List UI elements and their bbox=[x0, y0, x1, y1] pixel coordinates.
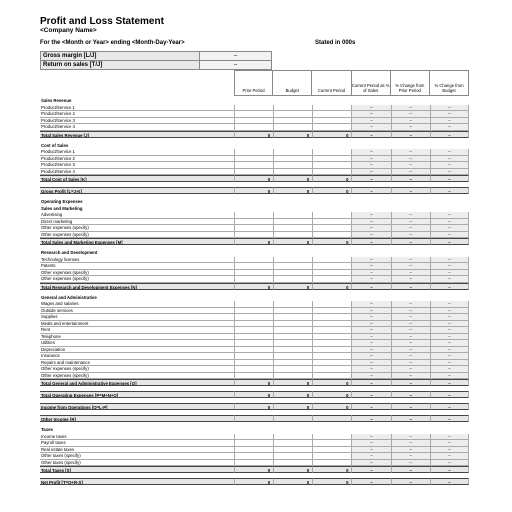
stated-units: Stated in 000s bbox=[315, 40, 356, 46]
summary-row bbox=[41, 52, 272, 61]
value-cell: – bbox=[351, 219, 390, 226]
value-cell: – bbox=[430, 453, 469, 460]
value-cell: – bbox=[391, 434, 430, 441]
value-cell: – bbox=[391, 460, 430, 467]
row-label[interactable]: Technology licenses bbox=[40, 257, 234, 264]
row-label: Total Research and Development Expenses [N] bbox=[40, 283, 234, 290]
row-label[interactable]: Telephone bbox=[40, 334, 234, 341]
summary-label: Return on sales [T/J] bbox=[41, 61, 200, 70]
value-cell: – bbox=[430, 175, 469, 182]
value-cell: 0 bbox=[273, 403, 312, 410]
row-label[interactable]: Other taxes (specify) bbox=[40, 460, 234, 467]
value-cell: – bbox=[391, 238, 430, 245]
row-label[interactable]: Meals and entertainment bbox=[40, 321, 234, 328]
row-label: Taxes bbox=[41, 427, 53, 432]
row-label[interactable]: Other expenses (specify) bbox=[40, 225, 234, 232]
value-cell: – bbox=[391, 340, 430, 347]
value-cell: – bbox=[391, 219, 430, 226]
value-cell: – bbox=[351, 478, 390, 485]
summary-value: – bbox=[200, 61, 272, 70]
value-cell: – bbox=[351, 460, 390, 467]
value-cell: 0 bbox=[234, 238, 273, 245]
value-cell: 0 bbox=[234, 466, 273, 473]
value-cell: 0 bbox=[234, 283, 273, 290]
value-cell: – bbox=[351, 301, 390, 308]
value-cell: – bbox=[351, 466, 390, 473]
value-cell: – bbox=[430, 334, 469, 341]
value-cell: – bbox=[430, 347, 469, 354]
value-cell: – bbox=[430, 212, 469, 219]
value-cell: 0 bbox=[312, 403, 351, 410]
value-cell: – bbox=[351, 238, 390, 245]
row-label: Net Profit [T=Q+R-S] bbox=[40, 478, 234, 485]
row-label[interactable]: Product/Service 2 bbox=[40, 111, 234, 118]
value-cell: – bbox=[430, 276, 469, 283]
value-cell: – bbox=[391, 232, 430, 239]
row-label: General and Administrative bbox=[41, 294, 97, 300]
value-cell: – bbox=[351, 334, 390, 341]
value-cell: – bbox=[351, 327, 390, 334]
value-cell: – bbox=[351, 111, 390, 118]
value-cell: – bbox=[430, 270, 469, 277]
value-cell: – bbox=[391, 162, 430, 169]
row-label[interactable]: Direct marketing bbox=[40, 219, 234, 226]
column-headers bbox=[234, 70, 469, 96]
value-cell: – bbox=[351, 131, 390, 138]
row-label: Gross Profit [L=J-K] bbox=[40, 187, 234, 194]
row-label: Cost of Sales bbox=[41, 142, 69, 148]
value-cell: – bbox=[351, 212, 390, 219]
value-cell: – bbox=[430, 466, 469, 473]
value-cell: – bbox=[430, 340, 469, 347]
value-cell: – bbox=[351, 440, 390, 447]
row-label[interactable]: Depreciation bbox=[40, 347, 234, 354]
value-cell: – bbox=[351, 225, 390, 232]
value-cell: – bbox=[391, 373, 430, 380]
value-cell: 0 bbox=[312, 131, 351, 138]
value-cell: – bbox=[430, 187, 469, 194]
value-cell: – bbox=[391, 308, 430, 315]
row-label: Total Cost of Sales [K] bbox=[40, 175, 234, 182]
value-cell: – bbox=[351, 447, 390, 454]
row-label[interactable]: Income taxes bbox=[40, 434, 234, 441]
value-cell: – bbox=[430, 124, 469, 131]
value-cell: 0 bbox=[312, 175, 351, 182]
row-label[interactable]: Product/Service 3 bbox=[40, 162, 234, 169]
value-cell: – bbox=[430, 460, 469, 467]
row-label: Total General and Administrative Expenses [O] bbox=[40, 379, 234, 386]
total-row bbox=[40, 391, 469, 398]
value-cell: – bbox=[351, 156, 390, 163]
value-cell: – bbox=[351, 340, 390, 347]
value-cell: 0 bbox=[234, 379, 273, 386]
value-cell: – bbox=[391, 334, 430, 341]
value-cell: – bbox=[430, 360, 469, 367]
value-cell: – bbox=[430, 118, 469, 125]
value-cell: – bbox=[391, 453, 430, 460]
summary-label: Gross margin [L/J] bbox=[41, 52, 200, 61]
value-cell: – bbox=[351, 308, 390, 315]
value-cell: 0 bbox=[312, 379, 351, 386]
row-label: Other Income [R] bbox=[40, 415, 234, 422]
value-cell: 0 bbox=[234, 391, 273, 398]
value-cell: – bbox=[391, 440, 430, 447]
value-cell: – bbox=[391, 314, 430, 321]
total-row bbox=[40, 466, 469, 473]
row-label[interactable]: Utilities bbox=[40, 340, 234, 347]
row-label[interactable]: Rent bbox=[40, 327, 234, 334]
value-cell: – bbox=[430, 403, 469, 410]
value-cell: – bbox=[391, 187, 430, 194]
value-cell: – bbox=[391, 270, 430, 277]
value-cell: – bbox=[391, 105, 430, 112]
value-cell: – bbox=[430, 111, 469, 118]
row-label[interactable]: Other expenses (specify) bbox=[40, 270, 234, 277]
value-cell: – bbox=[391, 327, 430, 334]
value-cell: – bbox=[430, 225, 469, 232]
value-cell: – bbox=[351, 232, 390, 239]
total-row bbox=[40, 131, 469, 138]
column-header: Prior Period bbox=[234, 70, 273, 96]
value-cell: – bbox=[430, 321, 469, 328]
value-cell: – bbox=[351, 415, 390, 422]
column-header: % Change from Budget bbox=[430, 70, 469, 96]
row-label[interactable]: Other expenses (specify) bbox=[40, 373, 234, 380]
value-cell: 0 bbox=[273, 187, 312, 194]
value-cell: – bbox=[391, 321, 430, 328]
value-cell: – bbox=[430, 379, 469, 386]
value-cell: – bbox=[351, 149, 390, 156]
value-cell: – bbox=[430, 434, 469, 441]
value-cell: – bbox=[391, 353, 430, 360]
value-cell: 0 bbox=[312, 187, 351, 194]
value-cell: 0 bbox=[273, 391, 312, 398]
row-label[interactable]: Advertising bbox=[40, 212, 234, 219]
value-cell: – bbox=[351, 162, 390, 169]
row-label[interactable]: Product/Service 2 bbox=[40, 156, 234, 163]
value-cell: – bbox=[351, 391, 390, 398]
row-label: Sales and Marketing bbox=[41, 205, 83, 211]
value-cell: – bbox=[430, 169, 469, 176]
row-label: Total Taxes [S] bbox=[40, 466, 234, 473]
value-cell: – bbox=[391, 379, 430, 386]
column-header: % Change from Prior Period bbox=[391, 70, 430, 96]
value-cell: 0 bbox=[234, 131, 273, 138]
value-cell: – bbox=[351, 379, 390, 386]
value-cell: – bbox=[351, 124, 390, 131]
value-cell: – bbox=[351, 366, 390, 373]
row-label[interactable]: Product/Service 4 bbox=[40, 124, 234, 131]
value-cell: – bbox=[351, 187, 390, 194]
value-cell: – bbox=[391, 447, 430, 454]
period-line[interactable]: For the <Month or Year> ending <Month-Day-Year> bbox=[40, 40, 185, 46]
row-label: Total Operating Expenses [P=M+N+O] bbox=[40, 391, 234, 398]
value-cell: – bbox=[351, 347, 390, 354]
value-cell: – bbox=[430, 391, 469, 398]
value-cell: – bbox=[430, 232, 469, 239]
value-cell: – bbox=[391, 118, 430, 125]
value-cell: – bbox=[351, 403, 390, 410]
value-cell: – bbox=[391, 301, 430, 308]
value-cell: – bbox=[351, 453, 390, 460]
value-cell: 0 bbox=[312, 283, 351, 290]
value-cell: – bbox=[430, 415, 469, 422]
row-label: Total Sales and Marketing Expenses [M] bbox=[40, 238, 234, 245]
total-row bbox=[40, 175, 469, 182]
value-cell: – bbox=[391, 366, 430, 373]
value-cell: – bbox=[430, 162, 469, 169]
row-label[interactable]: Other expenses (specify) bbox=[40, 232, 234, 239]
row-label: Sales Revenue bbox=[41, 98, 72, 103]
value-cell: – bbox=[430, 301, 469, 308]
value-cell: – bbox=[430, 308, 469, 315]
value-cell: – bbox=[391, 131, 430, 138]
row-label[interactable]: Wages and salaries bbox=[40, 301, 234, 308]
value-cell: – bbox=[391, 169, 430, 176]
row-label[interactable]: Repairs and maintenance bbox=[40, 360, 234, 367]
value-cell: – bbox=[351, 276, 390, 283]
value-cell: 0 bbox=[273, 466, 312, 473]
value-cell: – bbox=[391, 478, 430, 485]
row-label[interactable]: Supplies bbox=[40, 314, 234, 321]
column-header: Current Period bbox=[312, 70, 351, 96]
row-label[interactable]: Patents bbox=[40, 263, 234, 270]
value-cell: – bbox=[351, 283, 390, 290]
value-cell: – bbox=[351, 118, 390, 125]
column-header: Current Period as % of Sales bbox=[352, 70, 391, 96]
summary-ratios bbox=[40, 51, 272, 70]
total-row bbox=[40, 478, 469, 485]
value-cell: 0 bbox=[273, 131, 312, 138]
row-label[interactable]: Product/Service 3 bbox=[40, 118, 234, 125]
value-cell bbox=[234, 415, 273, 422]
value-cell: – bbox=[430, 257, 469, 264]
row-label[interactable]: Payroll taxes bbox=[40, 440, 234, 447]
value-cell: – bbox=[351, 169, 390, 176]
value-cell: – bbox=[351, 353, 390, 360]
total-row bbox=[40, 415, 469, 422]
value-cell: – bbox=[351, 314, 390, 321]
value-cell: 0 bbox=[312, 238, 351, 245]
value-cell: – bbox=[391, 403, 430, 410]
value-cell: 0 bbox=[273, 283, 312, 290]
row-label: Total Sales Revenue [J] bbox=[40, 131, 234, 138]
value-cell: – bbox=[430, 353, 469, 360]
total-row bbox=[40, 238, 469, 245]
value-cell: 0 bbox=[312, 466, 351, 473]
value-cell: – bbox=[351, 360, 390, 367]
row-label[interactable]: Product/Service 1 bbox=[40, 149, 234, 156]
value-cell: – bbox=[391, 360, 430, 367]
value-cell: – bbox=[391, 263, 430, 270]
value-cell: – bbox=[391, 257, 430, 264]
value-cell: – bbox=[430, 149, 469, 156]
value-cell: – bbox=[430, 366, 469, 373]
value-cell: – bbox=[391, 175, 430, 182]
value-cell: – bbox=[391, 156, 430, 163]
value-cell: – bbox=[351, 373, 390, 380]
value-cell bbox=[273, 415, 312, 422]
statement-title: Profit and Loss Statement bbox=[40, 16, 164, 27]
row-label[interactable]: Other taxes (specify) bbox=[40, 453, 234, 460]
row-label[interactable]: Product/Service 4 bbox=[40, 169, 234, 176]
value-cell: – bbox=[430, 238, 469, 245]
value-cell: – bbox=[430, 373, 469, 380]
value-cell: – bbox=[391, 212, 430, 219]
row-label: Research and Development bbox=[41, 250, 98, 255]
value-cell bbox=[312, 415, 351, 422]
value-cell: 0 bbox=[234, 403, 273, 410]
value-cell: – bbox=[351, 270, 390, 277]
value-cell: 0 bbox=[234, 478, 273, 485]
summary-value: – bbox=[200, 52, 272, 61]
value-cell: 0 bbox=[234, 175, 273, 182]
value-cell: – bbox=[391, 347, 430, 354]
row-label[interactable]: Other expenses (specify) bbox=[40, 276, 234, 283]
value-cell: – bbox=[430, 219, 469, 226]
value-cell: – bbox=[430, 131, 469, 138]
value-cell: – bbox=[430, 263, 469, 270]
value-cell: – bbox=[391, 283, 430, 290]
row-label[interactable]: Other expenses (specify) bbox=[40, 366, 234, 373]
value-cell: – bbox=[351, 105, 390, 112]
value-cell: 0 bbox=[273, 379, 312, 386]
value-cell: – bbox=[391, 124, 430, 131]
value-cell: 0 bbox=[273, 175, 312, 182]
value-cell: – bbox=[391, 415, 430, 422]
value-cell: – bbox=[351, 321, 390, 328]
value-cell: – bbox=[391, 111, 430, 118]
total-row bbox=[40, 187, 469, 194]
value-cell: – bbox=[391, 149, 430, 156]
row-label[interactable]: Insurance bbox=[40, 353, 234, 360]
value-cell: – bbox=[430, 314, 469, 321]
statement-table bbox=[40, 98, 469, 485]
value-cell: – bbox=[351, 257, 390, 264]
value-cell: 0 bbox=[234, 187, 273, 194]
value-cell: – bbox=[351, 175, 390, 182]
value-cell: – bbox=[430, 478, 469, 485]
value-cell: – bbox=[430, 447, 469, 454]
value-cell: 0 bbox=[312, 478, 351, 485]
value-cell: 0 bbox=[273, 238, 312, 245]
value-cell: – bbox=[430, 283, 469, 290]
total-row bbox=[40, 283, 469, 290]
company-name[interactable]: <Company Name> bbox=[40, 27, 97, 34]
value-cell: – bbox=[430, 327, 469, 334]
value-cell: 0 bbox=[273, 478, 312, 485]
value-cell: – bbox=[430, 105, 469, 112]
column-header: Budget bbox=[273, 70, 312, 96]
total-row bbox=[40, 403, 469, 410]
value-cell: 0 bbox=[312, 391, 351, 398]
value-cell: – bbox=[391, 466, 430, 473]
value-cell: – bbox=[351, 263, 390, 270]
value-cell: – bbox=[391, 276, 430, 283]
value-cell: – bbox=[391, 391, 430, 398]
value-cell: – bbox=[391, 225, 430, 232]
summary-row bbox=[41, 61, 272, 70]
value-cell: – bbox=[351, 434, 390, 441]
total-row bbox=[40, 379, 469, 386]
value-cell: – bbox=[430, 440, 469, 447]
row-label: Operating Expenses bbox=[41, 199, 83, 204]
row-label[interactable]: Real estate taxes bbox=[40, 447, 234, 454]
row-label: Income from Operations [Q=L-P] bbox=[40, 403, 234, 410]
row-label[interactable]: Outside services bbox=[40, 308, 234, 315]
row-label[interactable]: Product/Service 1 bbox=[40, 105, 234, 112]
value-cell: – bbox=[430, 156, 469, 163]
